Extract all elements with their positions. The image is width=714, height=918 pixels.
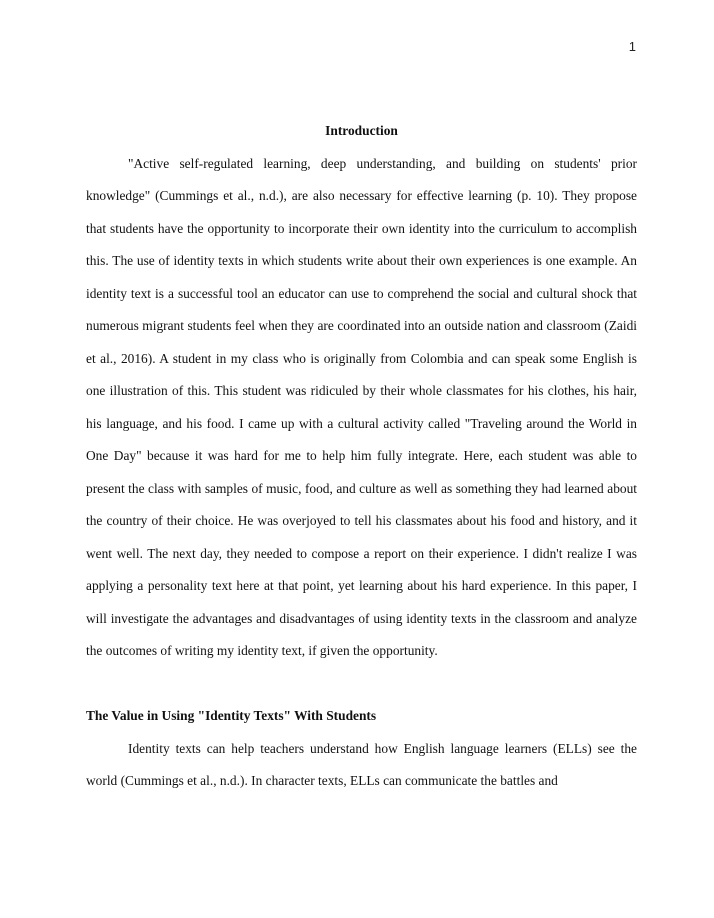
value-section-paragraph: Identity texts can help teachers understand how English language learners (ELLs) see the world (Cummings et al., n.d.). In character texts, ELLs can communicate the battles and xyxy=(86,740,637,788)
introduction-paragraph: "Active self-regulated learning, deep understanding, and building on students' prior knowledge" (Cummings et al., n.d.), are also necessary for effective learning (p. 10). They propose that students have the opportunity to incorporate their own identity into the curriculum to accomplish this. The use of identity texts in which students write about their own experiences is one example. An identity text is a successful tool an educator can use to comprehend the social and cultural shock that numerous migrant students feel when they are coordinated into an outside nation and classroom (Zaidi et al., 2016). A student in my class who is originally from Colombia and can speak some English is one illustration of this. This student was ridiculed by their whole classmates for his clothes, his hair, his language, and his food. I came up with a cultural activity called "Traveling around the World in One Day" because it was hard for me to help him fully integrate. Here, each student was able to present the class with samples of music, food, and culture as well as something they had learned about the country of their choice. He was overjoyed to tell his classmates about his food and history, and it went well. The next day, they needed to compose a report on their experience. I didn't realize I was applying a personality text here at that point, yet learning about his hard experience. In this paper, I will investigate the advantages and disadvantages of using identity texts in the classroom and analyze the outcomes of writing my identity text, if given the opportunity. xyxy=(86,155,637,658)
document-body xyxy=(86,115,637,798)
page-number: 1 xyxy=(628,39,636,54)
value-section-heading: The Value in Using "Identity Texts" With Students xyxy=(86,708,377,723)
introduction-heading: Introduction xyxy=(325,123,398,138)
section-spacer xyxy=(86,668,637,701)
